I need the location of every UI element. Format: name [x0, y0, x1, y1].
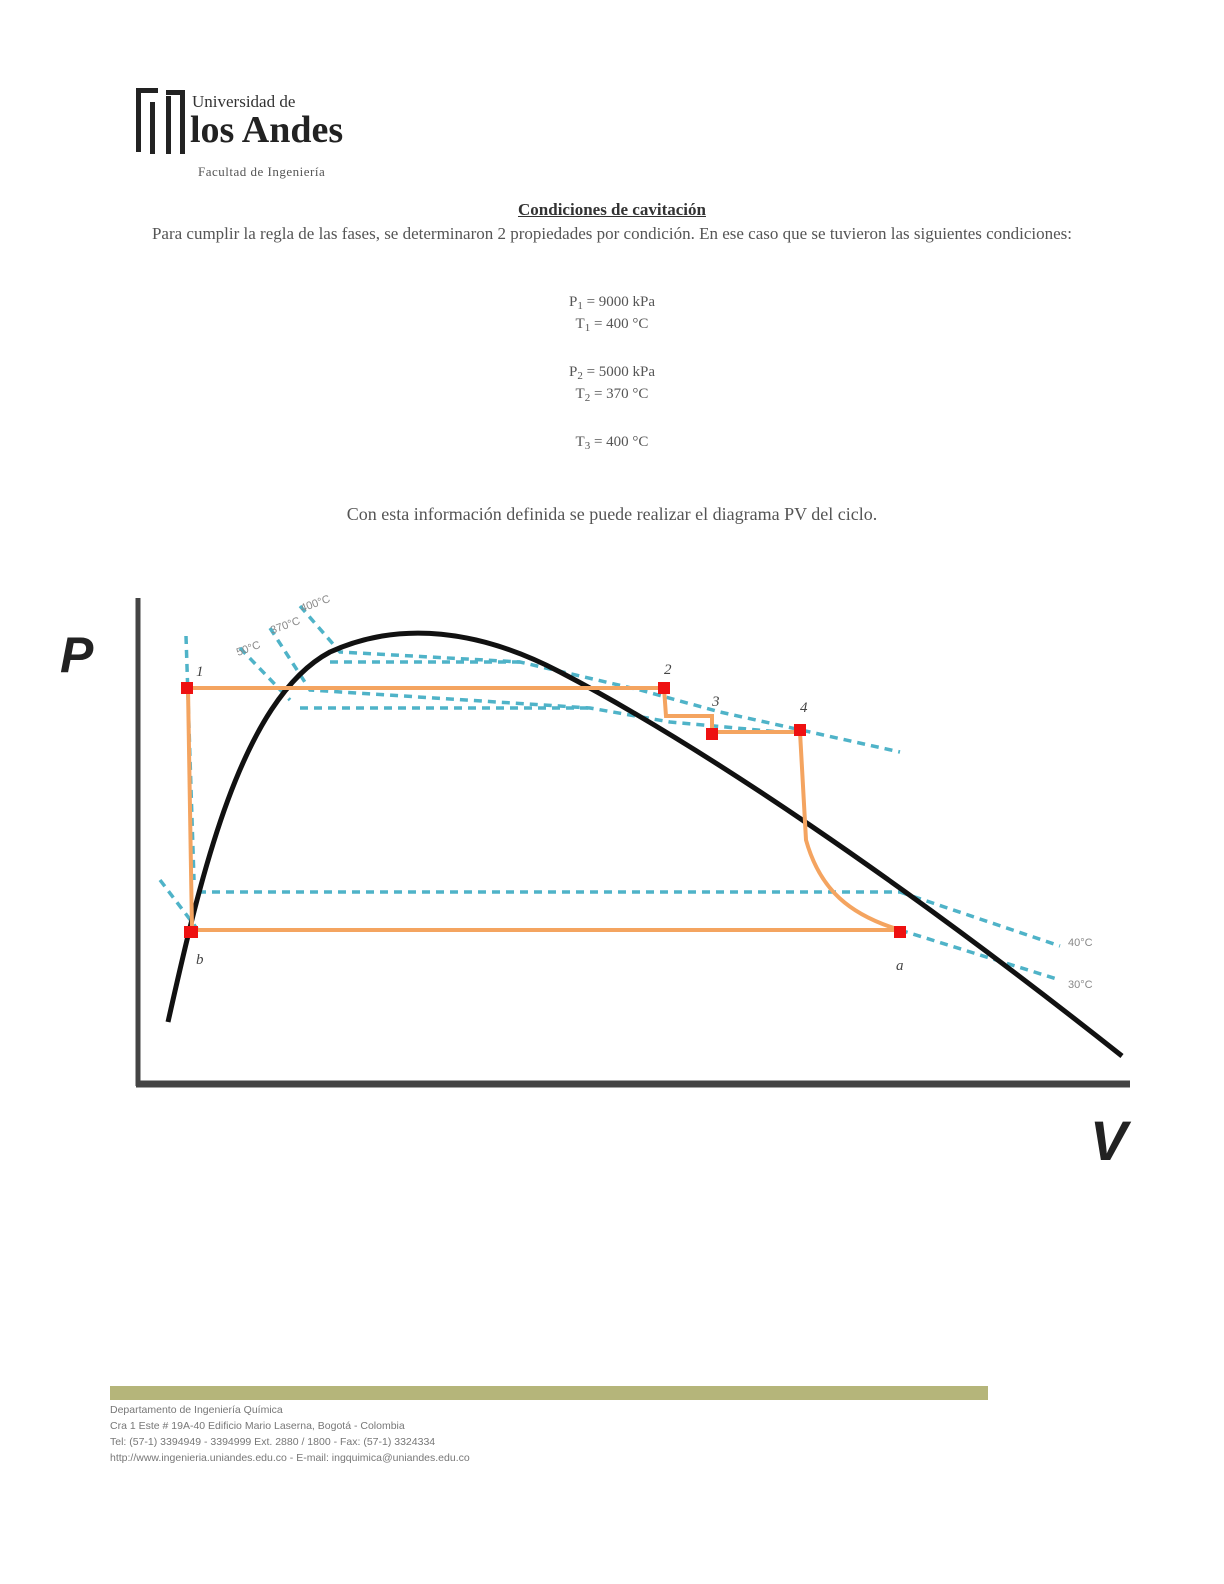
footer [110, 1402, 1010, 1466]
isotherm-label-30: 30°C [1068, 979, 1093, 991]
condition-t3-value: = 400 °C [593, 434, 649, 450]
condition-p1 [0, 294, 1224, 312]
state-point-b [184, 926, 198, 938]
isotherm-label-50: 50°C [234, 639, 263, 659]
state-point-4 [794, 724, 806, 736]
condition-p2 [0, 364, 1224, 382]
condition-p1-symbol: P [568, 294, 578, 310]
pv-diagram-svg [0, 580, 1224, 1180]
intro-paragraph: Para cumplir la regla de las fases, se determinaron 2 propiedades por condición. En ese caso que se tuvieron las siguientes condiciones: [151, 224, 1073, 243]
condition-p2-sub: 2 [577, 370, 583, 382]
footer-phone: Tel: (57-1) 3394949 - 3394999 Ext. 2880 / 1800 - Fax: (57-1) 3324334 [110, 1436, 436, 1448]
point-label-b: b [196, 952, 204, 968]
university-logo [136, 88, 376, 188]
condition-p1-sub: 1 [577, 300, 583, 312]
footer-web-email: http://www.ingenieria.uniandes.edu.co - E-mail: ingquimica@uniandes.edu.co [110, 1452, 470, 1464]
condition-p1-value: = 9000 kPa [586, 294, 656, 310]
condition-t3 [0, 434, 1224, 452]
logo-mark-icon [136, 88, 186, 154]
condition-t3-sub: 3 [584, 440, 591, 452]
condition-p2-value: = 5000 kPa [586, 364, 656, 380]
condition-t1 [0, 316, 1224, 334]
condition-t3-symbol: T [575, 434, 585, 450]
logo-text-line2: los Andes [190, 109, 344, 151]
footer-address: Cra 1 Este # 19A-40 Edificio Mario Laserna, Bogotá - Colombia [110, 1420, 405, 1432]
section-title: Condiciones de cavitación [518, 200, 706, 219]
condition-p2-symbol: P [568, 364, 578, 380]
point-label-1: 1 [196, 664, 204, 680]
condition-t2-symbol: T [575, 386, 585, 402]
closing-sentence: Con esta información definida se puede realizar el diagrama PV del ciclo. [346, 504, 878, 524]
logo-text-faculty: Facultad de Ingeniería [198, 164, 326, 179]
saturation-dome [168, 633, 1122, 1056]
pv-diagram [0, 580, 1224, 1180]
isotherm-40-curve [900, 892, 1060, 946]
footer-department: Departamento de Ingeniería Química [110, 1404, 283, 1416]
point-label-3: 3 [712, 694, 720, 710]
state-point-3 [706, 728, 718, 740]
condition-t1-sub: 1 [584, 322, 591, 334]
isotherm-label-370: 370°C [268, 615, 302, 637]
isotherm-label-40: 40°C [1068, 937, 1093, 949]
point-label-2: 2 [664, 662, 672, 678]
x-axis-label: V [1090, 1109, 1128, 1172]
state-point-1 [181, 682, 193, 694]
logo-text-line1: Universidad de [192, 92, 296, 111]
state-point-2 [658, 682, 670, 694]
isotherm-label-400: 400°C [298, 593, 332, 615]
footer-divider-bar [110, 1386, 988, 1400]
isotherm-400-curve [300, 606, 900, 752]
condition-t2-sub: 2 [584, 392, 591, 404]
condition-t1-value: = 400 °C [593, 316, 649, 332]
condition-t2-value: = 370 °C [593, 386, 649, 402]
point-label-a: a [896, 958, 904, 974]
cycle-path-left [188, 688, 192, 930]
y-axis-label: P [60, 627, 94, 683]
condition-t2 [0, 386, 1224, 404]
point-label-4: 4 [800, 700, 808, 716]
condition-t1-symbol: T [575, 316, 585, 332]
state-point-a [894, 926, 906, 938]
